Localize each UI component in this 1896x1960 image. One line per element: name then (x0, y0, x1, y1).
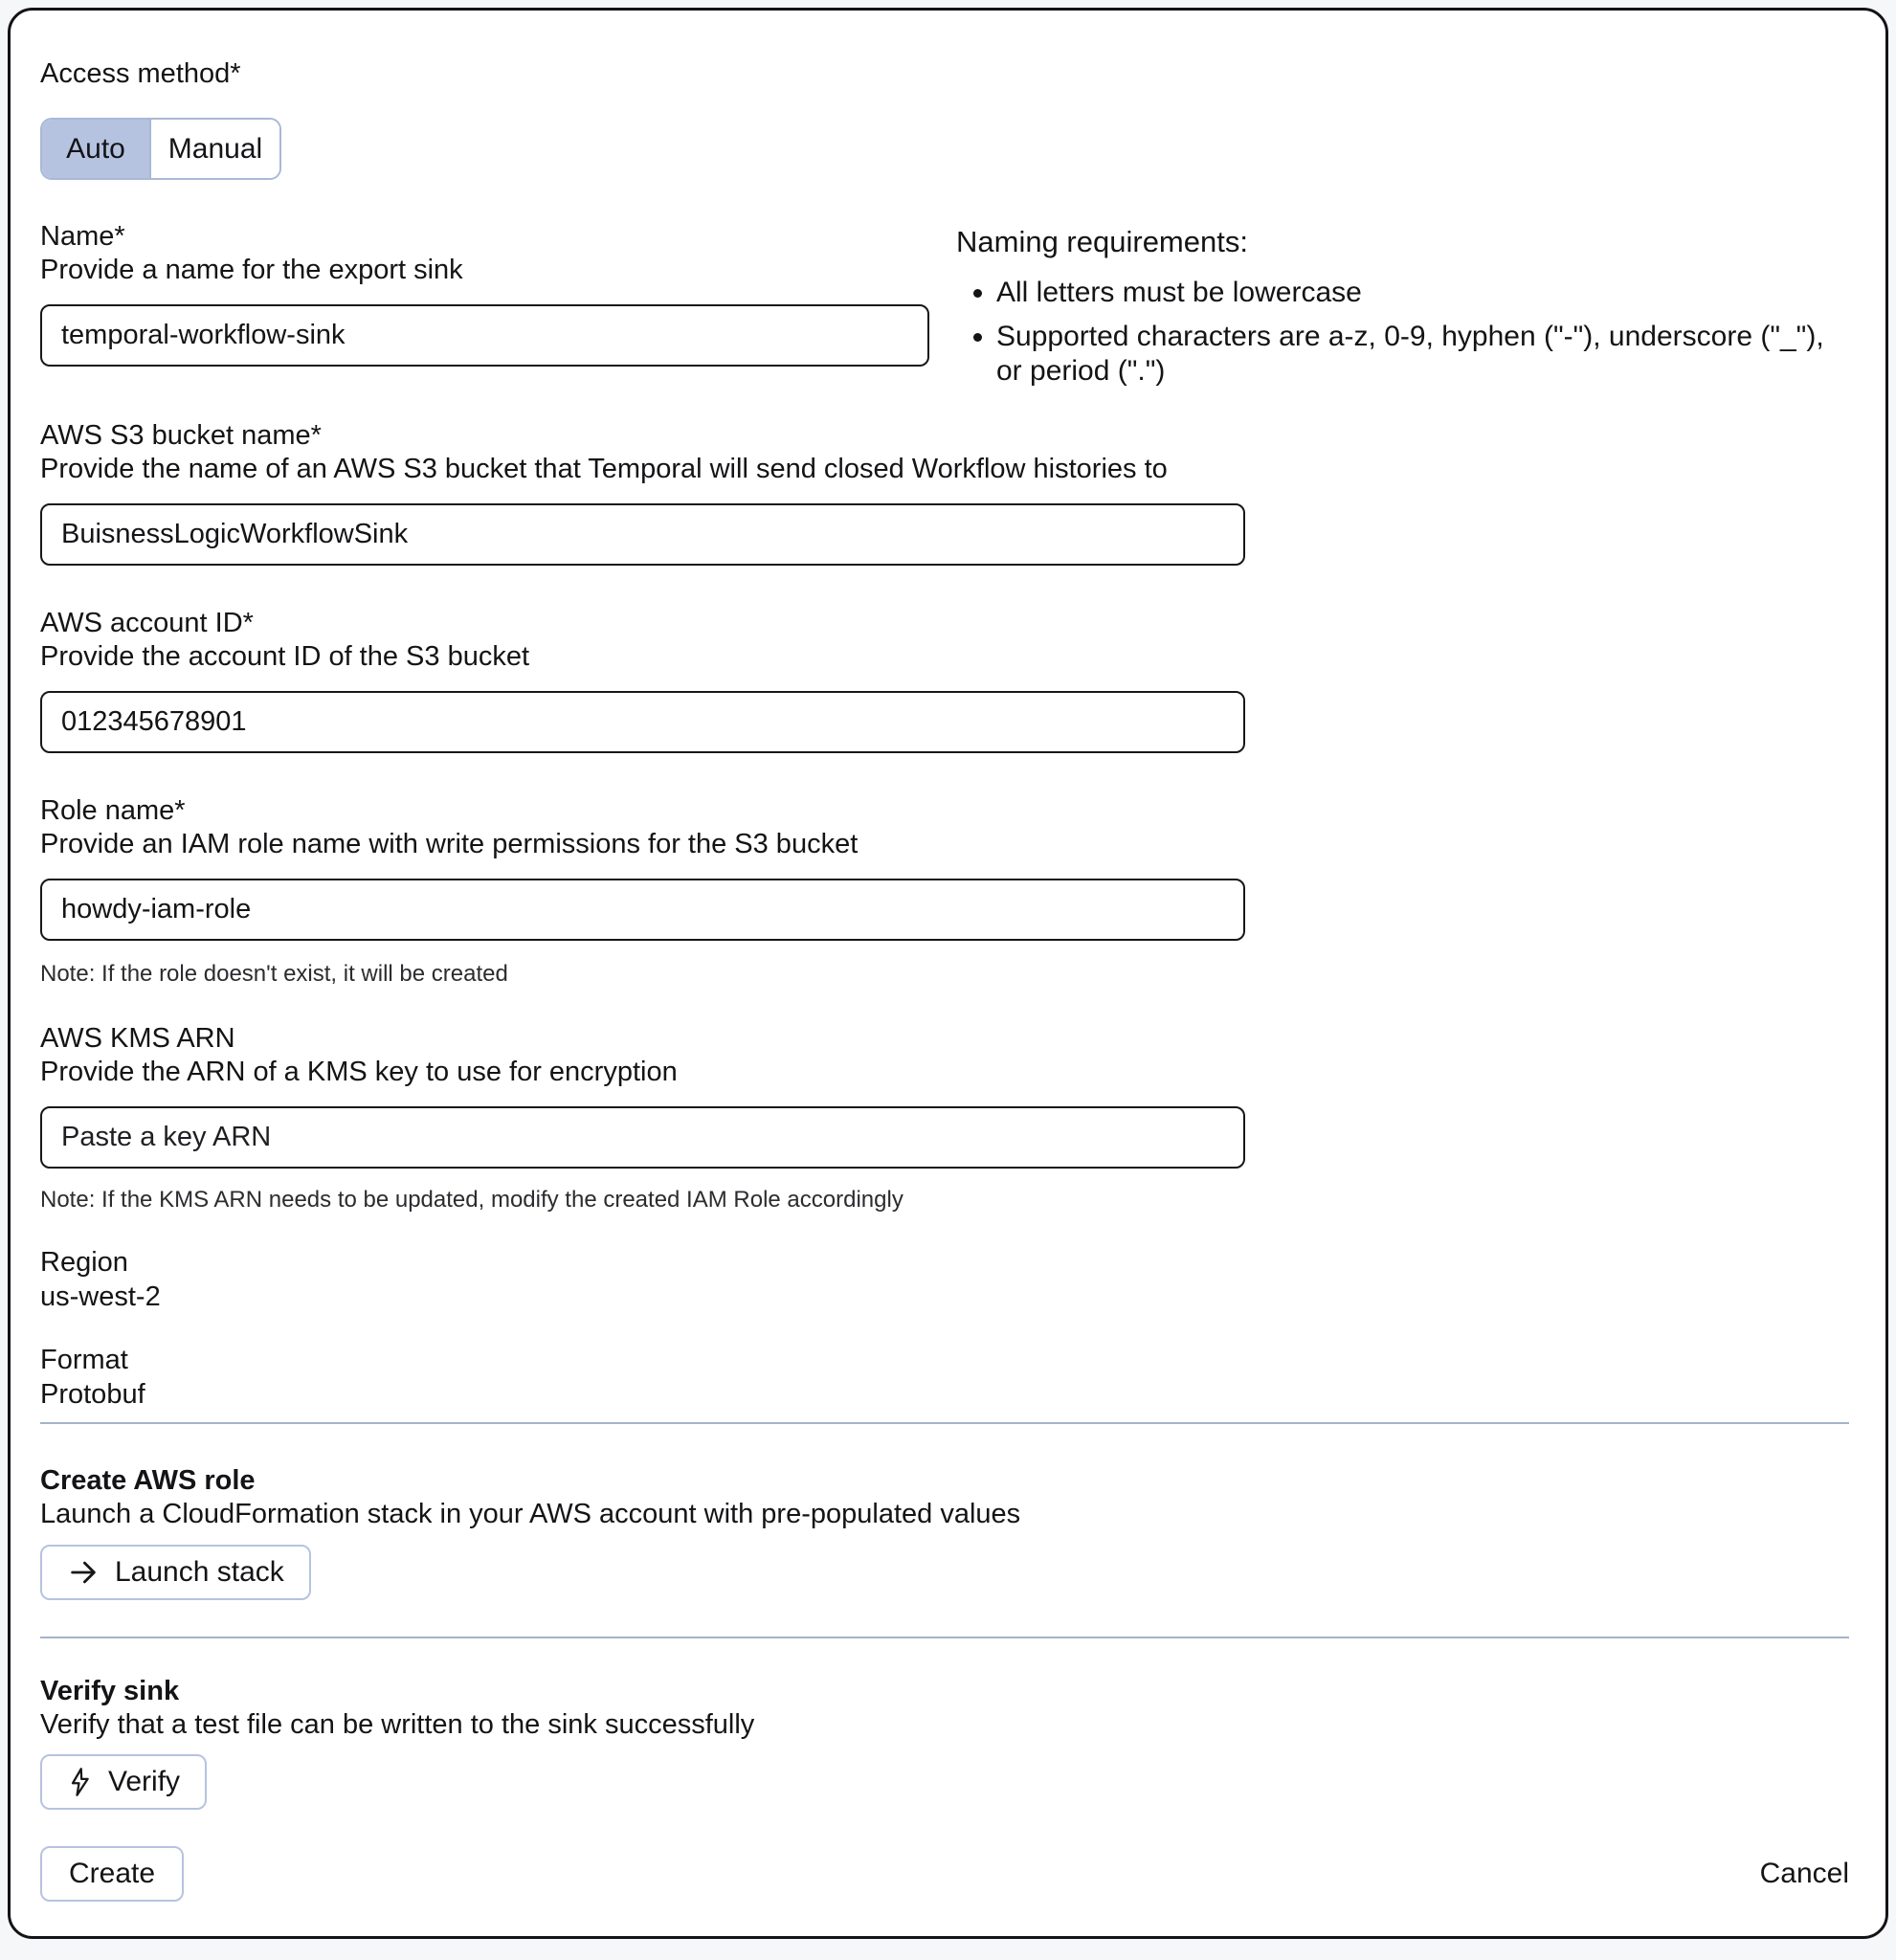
create-button[interactable] (40, 1846, 184, 1902)
verify-label: Verify (108, 1766, 181, 1797)
kms-arn-label: AWS KMS ARN (40, 1023, 235, 1054)
kms-arn-description: Provide the ARN of a KMS key to use for encryption (40, 1057, 678, 1087)
name-description: Provide a name for the export sink (40, 255, 463, 285)
cancel-button[interactable]: Cancel (1759, 1858, 1849, 1889)
name-input[interactable] (40, 304, 929, 367)
verify-sink-description: Verify that a test file can be written to the sink successfully (40, 1709, 755, 1740)
bucket-description: Provide the name of an AWS S3 bucket that Temporal will send closed Workflow histories to (40, 454, 1168, 484)
form-footer (40, 1846, 1849, 1902)
format-readonly (40, 1344, 1849, 1411)
region-value: us-west-2 (40, 1281, 161, 1312)
role-name-input[interactable] (40, 879, 1245, 941)
section-divider (40, 1422, 1849, 1424)
bucket-input[interactable] (40, 503, 1245, 566)
role-name-description: Provide an IAM role name with write permissions for the S3 bucket (40, 829, 859, 859)
bucket-field (40, 419, 1849, 566)
role-name-label: Role name* (40, 795, 186, 826)
name-label: Name* (40, 221, 125, 252)
access-method-label: Access method* (40, 58, 241, 89)
create-aws-role-description: Launch a CloudFormation stack in your AWS account with pre-populated values (40, 1499, 1021, 1529)
account-id-input[interactable] (40, 691, 1245, 753)
arrow-right-icon (67, 1556, 100, 1589)
export-sink-form-card (8, 8, 1888, 1939)
kms-arn-note: Note: If the KMS ARN needs to be updated, modify the created IAM Role accordingly (40, 1187, 903, 1213)
kms-arn-input[interactable] (40, 1106, 1245, 1169)
role-name-field (40, 794, 1849, 989)
access-method-toggle (40, 118, 281, 180)
role-name-note: Note: If the role doesn't exist, it will be created (40, 961, 508, 987)
section-divider (40, 1637, 1849, 1638)
access-method-option-manual[interactable]: Manual (149, 120, 279, 178)
lightning-icon (67, 1768, 93, 1796)
naming-requirement-item: • Supported characters are a-z, 0-9, hyphen ("-"), underscore ("_"), or period (".") (996, 320, 1829, 389)
naming-requirements (956, 220, 1829, 389)
naming-requirement-item: • All letters must be lowercase (996, 276, 1829, 310)
kms-arn-field (40, 1022, 1849, 1214)
launch-stack-button[interactable] (40, 1545, 311, 1600)
launch-stack-label: Launch stack (115, 1556, 284, 1588)
naming-requirements-list (956, 276, 1829, 389)
region-label: Region (40, 1247, 128, 1278)
format-label: Format (40, 1345, 128, 1375)
create-label: Create (69, 1858, 156, 1889)
create-aws-role-section (40, 1464, 1849, 1600)
account-id-description: Provide the account ID of the S3 bucket (40, 641, 530, 672)
account-id-field (40, 607, 1849, 753)
bucket-label: AWS S3 bucket name* (40, 420, 322, 451)
region-readonly (40, 1246, 1849, 1313)
access-method-option-auto[interactable]: Auto (42, 120, 149, 178)
verify-sink-section (40, 1675, 1849, 1810)
verify-sink-title: Verify sink (40, 1676, 180, 1706)
name-and-requirements-row (40, 220, 1849, 389)
name-field (40, 220, 929, 367)
account-id-label: AWS account ID* (40, 608, 254, 638)
naming-requirements-title: Naming requirements: (956, 225, 1248, 258)
format-value: Protobuf (40, 1379, 145, 1410)
verify-button[interactable] (40, 1754, 207, 1810)
create-aws-role-title: Create AWS role (40, 1465, 256, 1496)
